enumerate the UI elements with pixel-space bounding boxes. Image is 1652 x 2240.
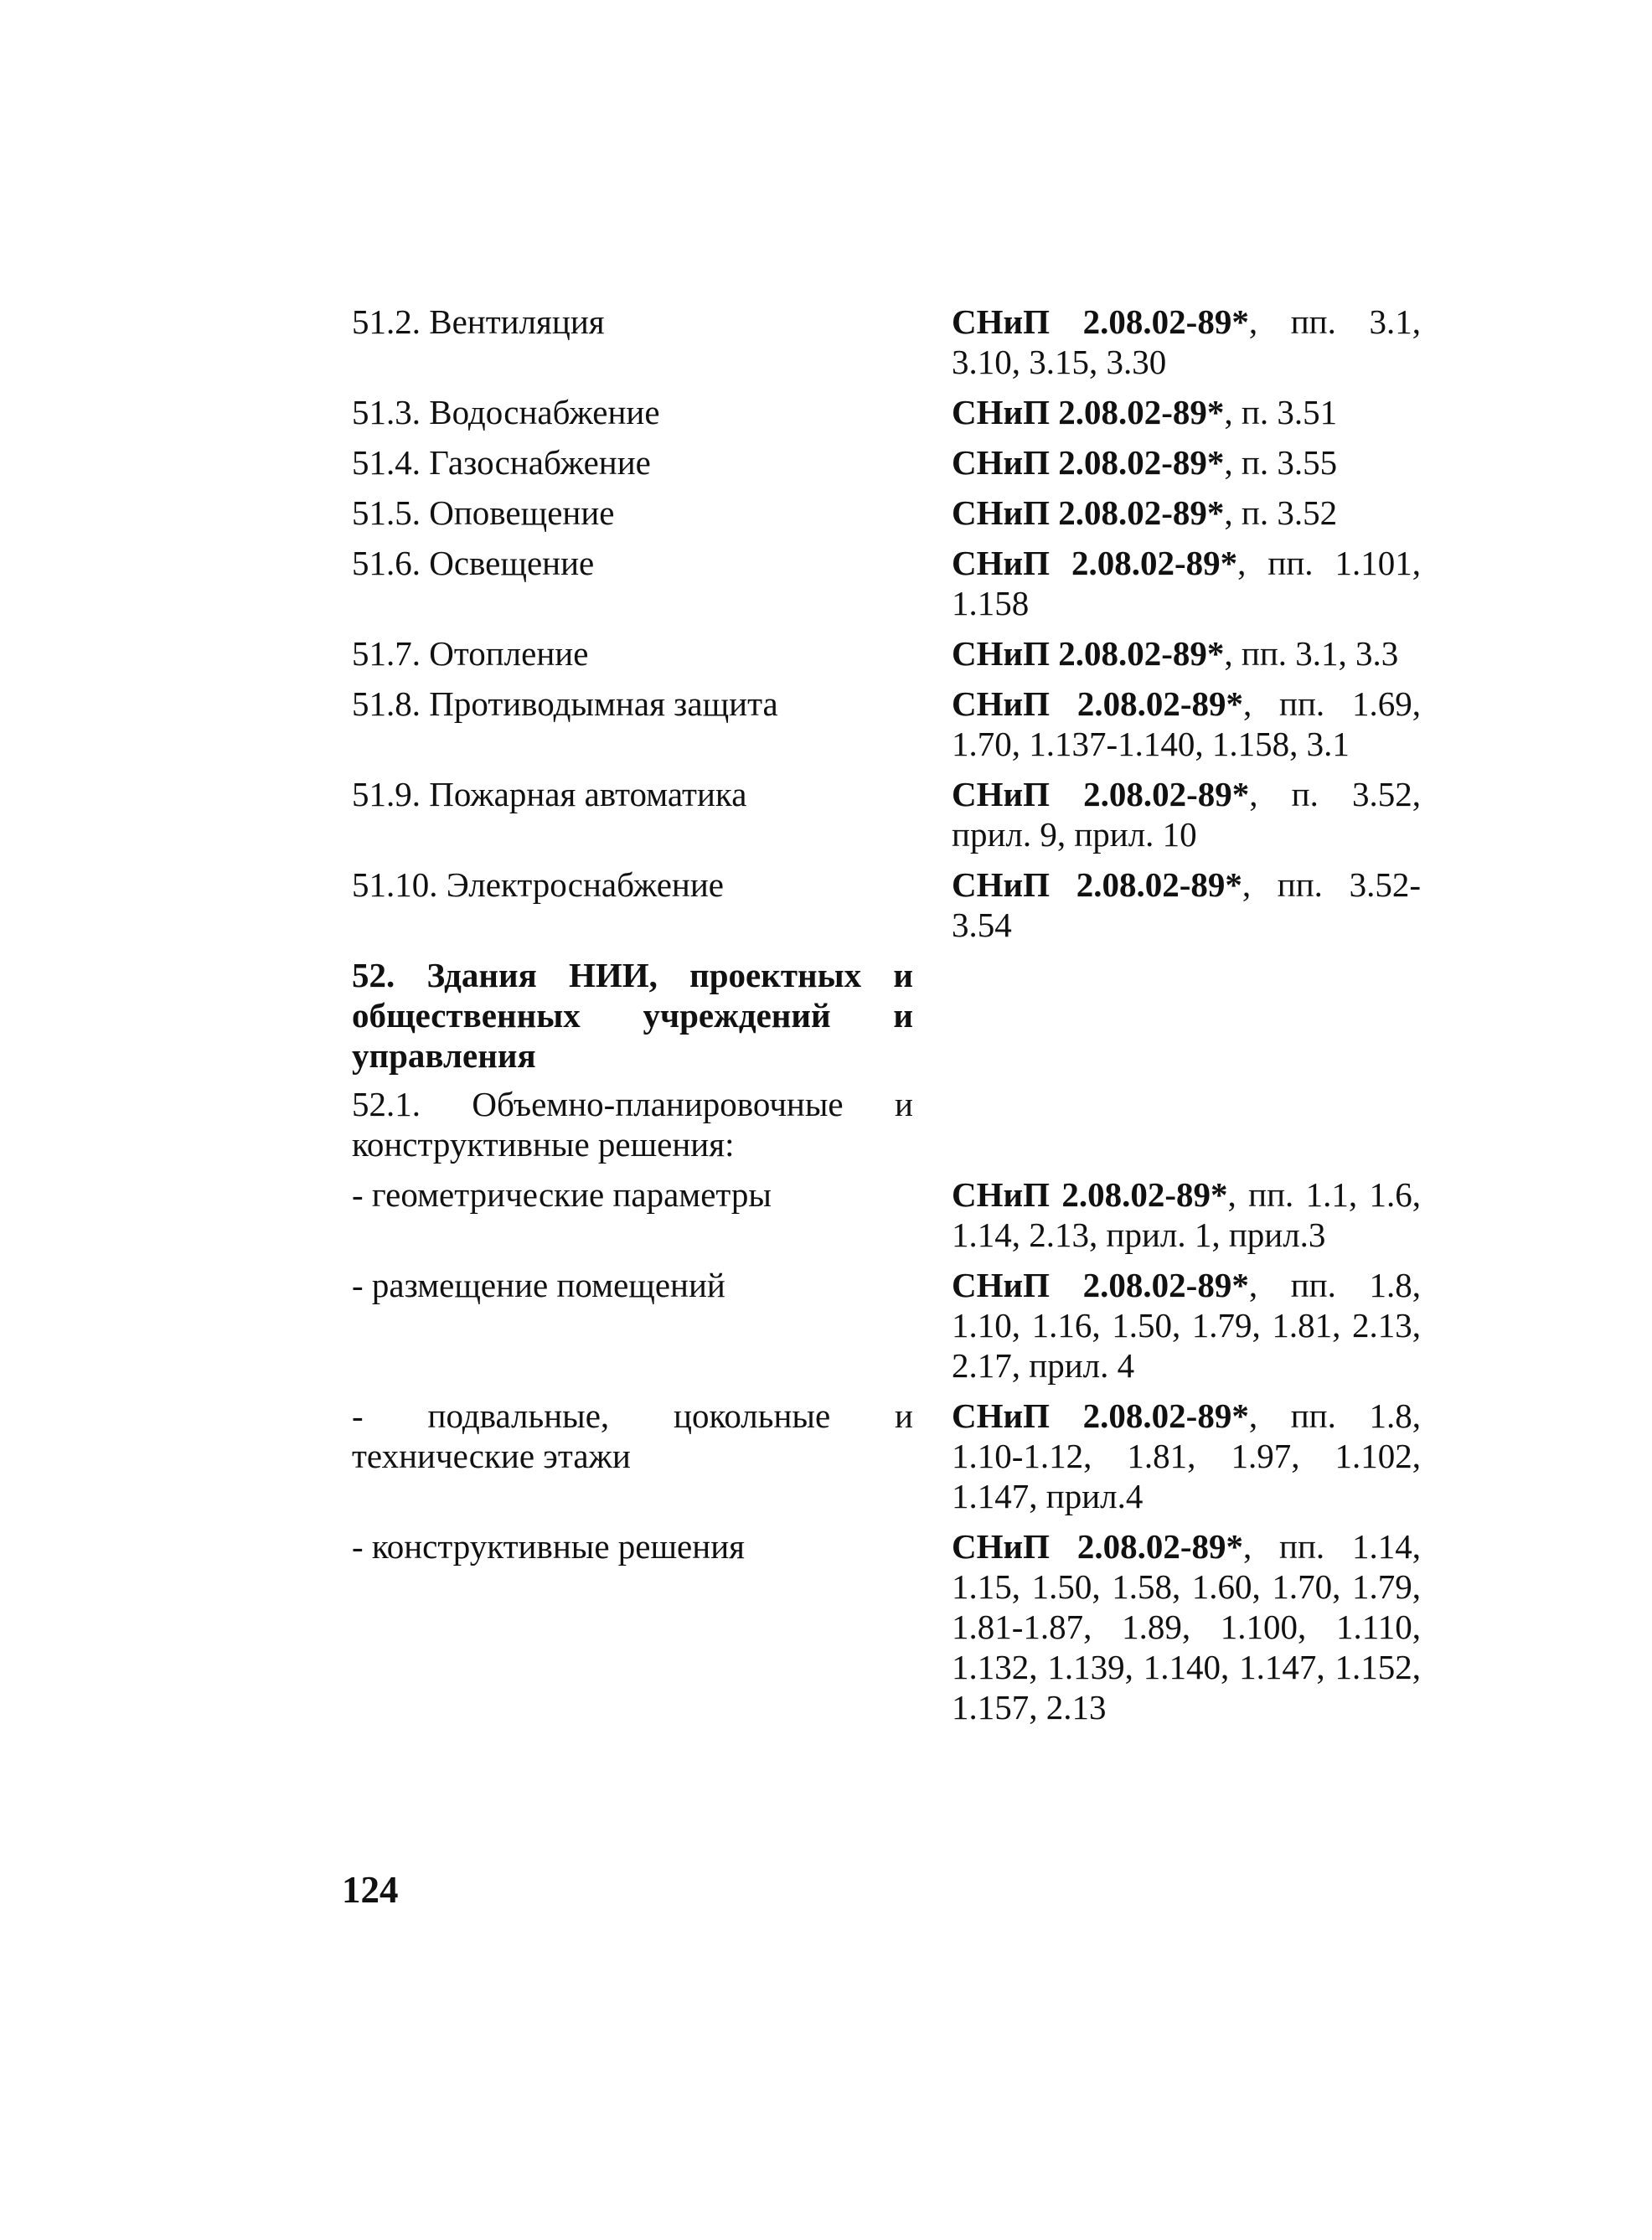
- table-row: [352, 1526, 1424, 1727]
- table-row: [352, 493, 1424, 533]
- item-title: - конструктивные решения: [352, 1527, 745, 1566]
- table-row: [352, 1396, 1424, 1516]
- table-row: [352, 774, 1424, 854]
- table-row: [352, 392, 1424, 432]
- item-reference: СНиП 2.08.02-89*, пп. 1.69, 1.70, 1.137-1.140, 1.158, 3.1: [952, 684, 1421, 763]
- item-reference: СНиП 2.08.02-89*, пп. 1.101, 1.158: [952, 544, 1421, 622]
- table-row: [352, 1174, 1424, 1255]
- item-title: 51.4. Газоснабжение: [352, 443, 651, 482]
- item-title: 51.2. Вентиляция: [352, 302, 605, 341]
- item-reference: СНиП 2.08.02-89*, пп. 3.1, 3.10, 3.15, 3.30: [952, 302, 1422, 381]
- item-reference: СНиП 2.08.02-89*, пп. 1.14, 1.15, 1.50, 1.58, 1.60, 1.70, 1.79, 1.81-1.87, 1.89, 1.100, 1.110, 1.132, 1.139, 1.140, 1.147, 1.152, 1.157, 2.13: [952, 1527, 1421, 1726]
- item-title: 51.5. Оповещение: [352, 493, 615, 532]
- section-heading-row: [352, 955, 1424, 1076]
- item-reference: СНиП 2.08.02-89*, пп. 3.52-3.54: [952, 865, 1421, 944]
- item-title: - геометрические параметры: [352, 1175, 772, 1214]
- section-subtitle-row: [352, 1084, 1424, 1164]
- item-reference: СНиП 2.08.02-89*, пп. 1.1, 1.6, 1.14, 2.13, прил. 1, прил.3: [952, 1175, 1421, 1254]
- table-row: [352, 1265, 1424, 1386]
- item-title: 51.8. Противодымная защита: [352, 684, 778, 723]
- table-row: [352, 543, 1424, 623]
- item-reference: СНиП 2.08.02-89*, пп. 3.1, 3.3: [952, 634, 1399, 673]
- item-title: 51.9. Пожарная автоматика: [352, 775, 747, 813]
- item-reference: СНиП 2.08.02-89*, п. 3.51: [952, 393, 1338, 431]
- document-page: [352, 302, 1424, 1737]
- item-title: 51.6. Освещение: [352, 544, 595, 582]
- item-reference: СНиП 2.08.02-89*, п. 3.52: [952, 493, 1338, 532]
- table-row: [352, 302, 1424, 382]
- page-number: 124: [342, 1869, 399, 1911]
- item-title: 51.3. Водоснабжение: [352, 393, 660, 431]
- item-reference: СНиП 2.08.02-89*, пп. 1.8, 1.10-1.12, 1.81, 1.97, 1.102, 1.147, прил.4: [952, 1396, 1422, 1515]
- empty-cell: [952, 1084, 1421, 1164]
- item-title: 51.7. Отопление: [352, 634, 589, 673]
- table-row: [352, 684, 1424, 764]
- section-title: 52. Здания НИИ, проектных и общественных учреждений и управления: [352, 956, 913, 1075]
- item-reference: СНиП 2.08.02-89*, пп. 1.8, 1.10, 1.16, 1.50, 1.79, 1.81, 2.13, 2.17, прил. 4: [952, 1266, 1422, 1385]
- table-row: [352, 633, 1424, 674]
- table-row: [352, 442, 1424, 483]
- section-subtitle: 52.1. Объемно-планировочные и конструктивные решения:: [352, 1085, 913, 1164]
- item-reference: СНиП 2.08.02-89*, п. 3.52, прил. 9, прил. 10: [952, 775, 1421, 854]
- item-reference: СНиП 2.08.02-89*, п. 3.55: [952, 443, 1338, 482]
- empty-cell: [952, 955, 1421, 1076]
- table-row: [352, 865, 1424, 945]
- item-title: - размещение помещений: [352, 1266, 725, 1304]
- item-title: 51.10. Электроснабжение: [352, 865, 724, 904]
- item-title: - подвальные, цокольные и технические этажи: [352, 1396, 913, 1475]
